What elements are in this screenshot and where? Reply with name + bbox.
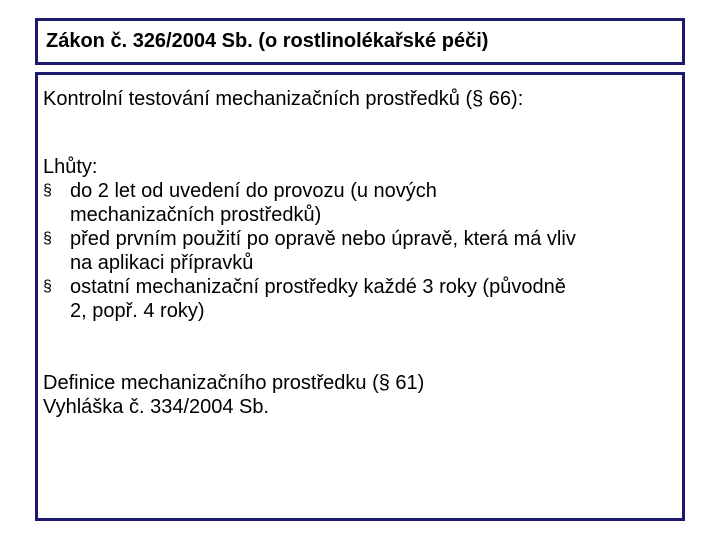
bullet-marker: §	[43, 230, 52, 247]
bullet-marker: §	[43, 182, 52, 199]
decree-text: Vyhláška č. 334/2004 Sb.	[43, 396, 270, 418]
content-box	[35, 72, 685, 521]
deadlines-heading: Lhůty:	[43, 156, 98, 178]
bullet-2-line-2: na aplikaci přípravků	[70, 252, 254, 274]
definition-text: Definice mechanizačního prostředku (§ 61)	[43, 372, 425, 394]
intro-text: Kontrolní testování mechanizačních prostředků (§ 66):	[43, 88, 524, 110]
bullet-3-line-1: ostatní mechanizační prostředky každé 3 roky (původně	[70, 276, 566, 298]
title-box	[35, 18, 685, 65]
bullet-2-line-1: před prvním použití po opravě nebo úpravě, která má vliv	[70, 228, 576, 250]
page-title: Zákon č. 326/2004 Sb. (o rostlinolékařské péči)	[46, 30, 489, 52]
bullet-3-line-2: 2, popř. 4 roky)	[70, 300, 205, 322]
bullet-marker: §	[43, 278, 52, 295]
bullet-1-line-2: mechanizačních prostředků)	[70, 204, 322, 226]
bullet-1-line-1: do 2 let od uvedení do provozu (u nových	[70, 180, 437, 202]
